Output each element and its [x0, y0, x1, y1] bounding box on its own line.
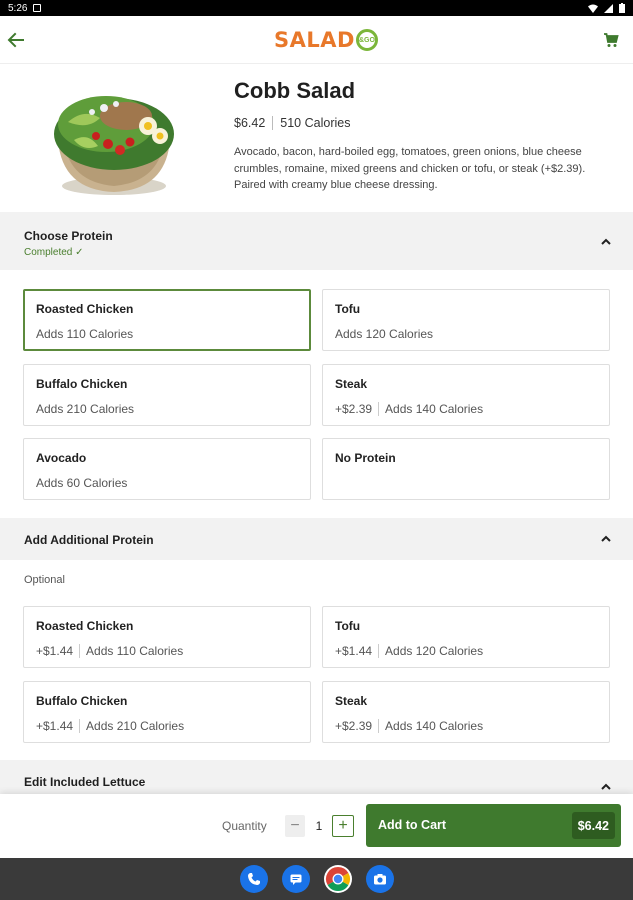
- option-name: Roasted Chicken: [36, 302, 134, 316]
- lettuce-header[interactable]: [0, 760, 633, 794]
- divider: [378, 644, 379, 658]
- divider: [378, 719, 379, 733]
- option-price: +$1.44: [36, 719, 74, 733]
- option-calories: Adds 140 Calories: [385, 402, 484, 416]
- extra-protein-roasted-chicken[interactable]: [23, 606, 311, 668]
- notification-icon: [33, 4, 41, 12]
- option-name: Steak: [335, 694, 368, 708]
- option-calories: Adds 210 Calories: [86, 719, 185, 733]
- status-bar: [0, 0, 633, 16]
- option-info: [335, 719, 483, 733]
- option-calories: Adds 110 Calories: [36, 327, 134, 341]
- back-arrow-icon: [7, 31, 25, 49]
- divider: [79, 719, 80, 733]
- product-calories: 510 Calories: [280, 116, 351, 130]
- cart-icon: [603, 32, 619, 48]
- option-name: No Protein: [335, 451, 396, 465]
- option-calories: Adds 120 Calories: [335, 327, 434, 341]
- protein-option-roasted-chicken[interactable]: [23, 289, 311, 351]
- battery-icon: [619, 3, 625, 13]
- option-info: [36, 476, 127, 490]
- option-info: [36, 644, 183, 658]
- salad-and-go-logo: [274, 25, 378, 55]
- option-calories: Adds 120 Calories: [385, 644, 484, 658]
- option-name: Roasted Chicken: [36, 619, 134, 633]
- quantity-value: 1: [315, 819, 323, 833]
- option-name: Steak: [335, 377, 368, 391]
- add-to-cart-button[interactable]: [366, 804, 621, 847]
- option-calories: Adds 60 Calories: [36, 476, 128, 490]
- option-info: [36, 719, 184, 733]
- back-button[interactable]: [4, 28, 28, 52]
- chevron-up-icon[interactable]: [599, 532, 613, 546]
- product-name: Cobb Salad: [234, 78, 356, 103]
- system-nav-bar: [0, 858, 633, 900]
- choose-protein-header[interactable]: [0, 212, 633, 270]
- option-calories: Adds 210 Calories: [36, 402, 135, 416]
- section-title: Edit Included Lettuce: [24, 775, 146, 789]
- protein-option-buffalo-chicken[interactable]: [23, 364, 311, 426]
- option-name: Tofu: [335, 302, 361, 316]
- option-name: Tofu: [335, 619, 361, 633]
- divider: [79, 644, 80, 658]
- option-price: +$2.39: [335, 719, 373, 733]
- section-title: Choose Protein: [24, 229, 113, 243]
- wifi-icon: [588, 4, 598, 13]
- quantity-label: Quantity: [222, 819, 267, 833]
- add-to-cart-label: Add to Cart: [378, 818, 447, 832]
- option-info: [335, 644, 483, 658]
- signal-icon: [604, 4, 613, 13]
- phone-app[interactable]: [240, 865, 268, 893]
- option-price: +$1.44: [36, 644, 74, 658]
- option-info: [335, 402, 483, 416]
- option-info: [36, 327, 133, 341]
- chevron-up-icon[interactable]: [599, 235, 613, 249]
- extra-protein-buffalo-chicken[interactable]: [23, 681, 311, 743]
- messages-app[interactable]: [282, 865, 310, 893]
- option-calories: Adds 140 Calories: [385, 719, 484, 733]
- option-name: Buffalo Chicken: [36, 694, 128, 708]
- camera-icon: [373, 872, 387, 886]
- option-name: Buffalo Chicken: [36, 377, 128, 391]
- option-info: [36, 402, 134, 416]
- divider: [272, 116, 273, 130]
- quantity-decrease-button[interactable]: −: [285, 815, 305, 837]
- protein-option-tofu[interactable]: [322, 289, 610, 351]
- chrome-app[interactable]: [324, 865, 352, 893]
- status-time: 5:26: [8, 2, 28, 14]
- quantity-increase-button[interactable]: +: [332, 815, 354, 837]
- extra-protein-steak[interactable]: [322, 681, 610, 743]
- section-status: Completed ✓: [24, 247, 84, 258]
- option-price: +$1.44: [335, 644, 373, 658]
- protein-option-avocado[interactable]: [23, 438, 311, 500]
- product-header: [0, 64, 633, 212]
- bottom-action-bar: [0, 794, 633, 858]
- additional-protein-header[interactable]: [0, 518, 633, 560]
- protein-option-no-protein[interactable]: [322, 438, 610, 500]
- option-price: +$2.39: [335, 402, 373, 416]
- section-title: Add Additional Protein: [24, 533, 154, 547]
- extra-protein-tofu[interactable]: [322, 606, 610, 668]
- cart-button[interactable]: [599, 28, 623, 52]
- chrome-icon: [325, 866, 351, 892]
- option-calories: Adds 110 Calories: [86, 644, 184, 658]
- app-bar: [0, 16, 633, 64]
- product-price: $6.42: [234, 116, 266, 130]
- optional-label: Optional: [24, 574, 65, 586]
- logo-text: SALAD: [274, 28, 355, 52]
- divider: [378, 402, 379, 416]
- product-meta: [234, 116, 350, 130]
- messages-icon: [289, 872, 303, 886]
- product-description: Avocado, bacon, hard-boiled egg, tomatoes, green onions, blue cheese crumbles, romaine, mixed greens and chicken or tofu, or steak (+$2.39). Paired with creamy blue cheese dressing.: [234, 146, 586, 191]
- option-name: Avocado: [36, 451, 87, 465]
- salad-image: [44, 78, 184, 200]
- chevron-up-icon[interactable]: [599, 780, 613, 794]
- option-info: [335, 327, 433, 341]
- camera-app[interactable]: [366, 865, 394, 893]
- protein-option-steak[interactable]: [322, 364, 610, 426]
- cart-total: $6.42: [572, 812, 615, 839]
- phone-icon: [247, 872, 261, 886]
- logo-badge: &GO: [356, 29, 378, 51]
